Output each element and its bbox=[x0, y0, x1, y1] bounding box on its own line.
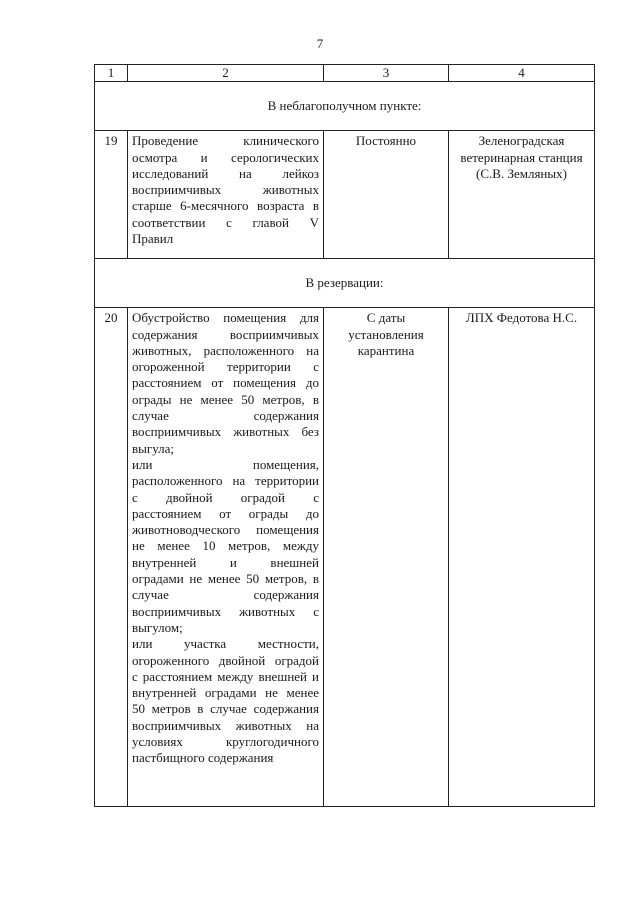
text-line: огороженной территории с bbox=[132, 359, 319, 375]
text-line: (С.В. Земляных) bbox=[476, 165, 567, 181]
text-line: С даты bbox=[366, 310, 406, 326]
section-row bbox=[95, 82, 595, 131]
text-line: выгулом; bbox=[132, 619, 183, 635]
text-line: содержания восприимчивых bbox=[132, 326, 319, 342]
column-number: 1 bbox=[95, 65, 128, 82]
text-line: Проведение клинического bbox=[132, 133, 319, 149]
measures-table bbox=[94, 64, 595, 807]
text-line: пастбищного содержания bbox=[132, 750, 274, 766]
text-line: случае содержания bbox=[132, 587, 319, 603]
text-line: установления bbox=[348, 326, 424, 342]
text-line: условиях круглогодичного bbox=[132, 734, 319, 750]
section-title: В резервации: bbox=[95, 259, 595, 308]
column-number: 4 bbox=[449, 65, 595, 82]
deadline-cell bbox=[324, 308, 449, 807]
text-line: расстоянием от помещения до bbox=[132, 375, 319, 391]
text-line: Постоянно bbox=[355, 133, 417, 149]
text-line: ЛПХ Федотова Н.С. bbox=[465, 310, 578, 326]
text-line: ограды не менее 50 метров, в bbox=[132, 391, 319, 407]
text-line: Правил bbox=[132, 231, 174, 247]
table-row bbox=[95, 308, 595, 807]
text-line: восприимчивых животных без bbox=[132, 424, 319, 440]
page-number: 7 bbox=[316, 36, 324, 51]
text-line: оградами не менее 50 метров, в bbox=[132, 571, 319, 587]
text-line: внутренней и внешней bbox=[132, 554, 319, 570]
responsible-cell bbox=[449, 131, 595, 259]
responsible-cell bbox=[449, 308, 595, 807]
text-line: или помещения, bbox=[132, 456, 319, 472]
table-row bbox=[95, 131, 595, 259]
text-line: карантина bbox=[357, 342, 415, 358]
text-line: старше 6-месячного возраста в bbox=[132, 198, 319, 214]
text-line: ветеринарная станция bbox=[460, 149, 583, 165]
text-line: восприимчивых животных с bbox=[132, 603, 319, 619]
text-line: выгула; bbox=[132, 440, 175, 456]
text-line: 50 метров в случае содержания bbox=[132, 701, 319, 717]
measure-description bbox=[128, 131, 324, 259]
text-line: случае содержания bbox=[132, 408, 319, 424]
text-line: с двойной оградой с bbox=[132, 489, 319, 505]
section-row bbox=[95, 259, 595, 308]
text-line: или участка местности, bbox=[132, 636, 319, 652]
measure-description bbox=[128, 308, 324, 807]
text-line: восприимчивых животных bbox=[132, 182, 319, 198]
text-line: осмотра и серологических bbox=[132, 149, 319, 165]
column-number-row bbox=[95, 65, 595, 82]
text-line: расположенного на территории bbox=[132, 473, 319, 489]
text-line: не менее 10 метров, между bbox=[132, 538, 319, 554]
text-line: восприимчивых животных на bbox=[132, 717, 319, 733]
text-line: с расстоянием между внешней и bbox=[132, 668, 319, 684]
text-line: Зеленоградская bbox=[478, 133, 565, 149]
section-title: В неблагополучном пункте: bbox=[95, 82, 595, 131]
deadline-cell bbox=[324, 131, 449, 259]
text-line: соответствии с главой V bbox=[132, 214, 319, 230]
row-number: 20 bbox=[95, 308, 128, 807]
text-line: расстоянием от ограды до bbox=[132, 505, 319, 521]
text-line: внутренней оградами не менее bbox=[132, 685, 319, 701]
text-line: исследований на лейкоз bbox=[132, 165, 319, 181]
column-number: 2 bbox=[128, 65, 324, 82]
text-line: Обустройство помещения для bbox=[132, 310, 319, 326]
row-number: 19 bbox=[95, 131, 128, 259]
column-number: 3 bbox=[324, 65, 449, 82]
text-line: животных, расположенного на bbox=[132, 342, 319, 358]
text-line: животноводческого помещения bbox=[132, 522, 319, 538]
text-line: огороженного двойной оградой bbox=[132, 652, 319, 668]
